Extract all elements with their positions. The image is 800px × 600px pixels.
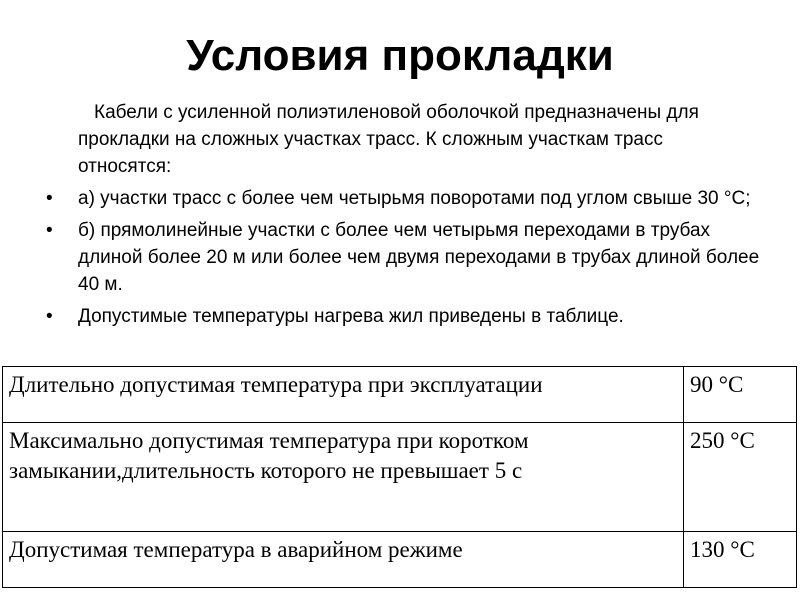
table-cell-label: Длительно допустимая температура при эксплуатации [3,367,684,423]
table-row [3,423,797,531]
temperature-table [2,366,797,588]
intro-paragraph: Кабели с усиленной полиэтиленовой оболочкой предназначены для прокладки на сложных участках трасс. К сложным участкам трасс относятся: [78,102,699,177]
table-cell-value: 130 °С [684,531,797,587]
table-cell-value: 250 °С [684,423,797,531]
bullet-icon: • [46,220,53,241]
bullet-icon: • [46,188,53,209]
slide-title: Условия прокладки [186,31,614,80]
slide-body [0,99,800,335]
table-cell-label: Максимально допустимая температура при коротком замыкании,длительность которого не превышает 5 с [3,423,684,531]
list-item-text: б) прямолинейные участки с более чем четырьмя переходами в трубах длиной более 20 м или более чем двумя переходами в трубах длиной более 40 м. [78,220,760,295]
bullet-list [0,185,800,330]
bullet-icon: • [46,306,53,327]
table-cell-value: 90 °С [684,367,797,423]
list-item-text: Допустимые температуры нагрева жил приведены в таблице. [78,306,624,327]
table-row [3,531,797,587]
list-item-text: а) участки трасс с более чем четырьмя поворотами под углом свыше 30 °С; [78,188,751,209]
table-row [3,367,797,423]
list-item [46,185,768,212]
table-cell-label: Допустимая температура в аварийном режиме [3,531,684,587]
list-item [46,217,768,298]
list-item [46,303,768,330]
